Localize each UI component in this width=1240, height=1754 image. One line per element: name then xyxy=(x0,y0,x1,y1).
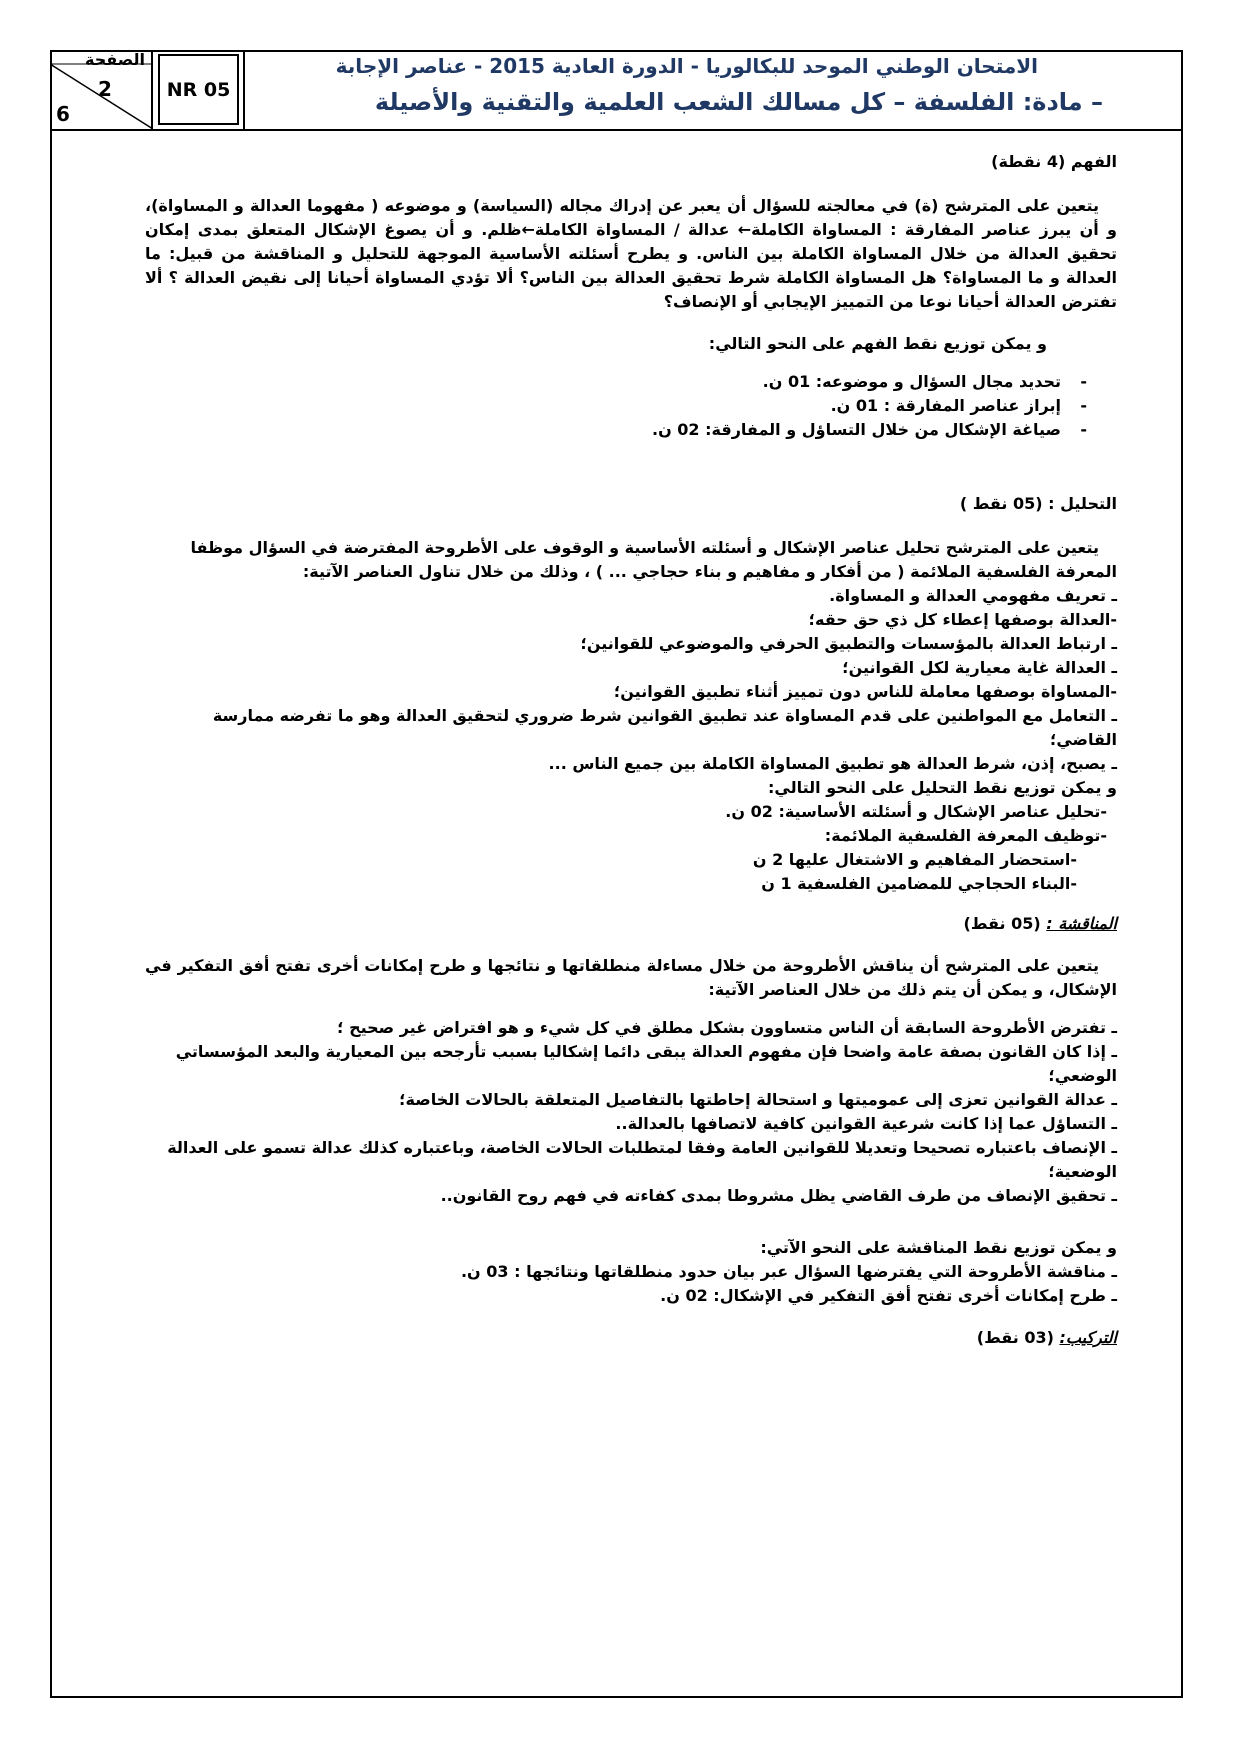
discussion-heading-points: (05 نقط) xyxy=(963,914,1041,933)
page-total: 6 xyxy=(56,102,70,126)
list-item: ـ يصبح، إذن، شرط العدالة هو تطبيق المساواة الكاملة بين جميع الناس ... xyxy=(548,754,1117,773)
discussion-paragraph: يتعين على المترشح أن يناقش الأطروحة من خلال مساءلة منطلقاتها و نتائجها و طرح إمكانات أخرى تفتح أفق التفكير في الإشكال، و يمكن أن يتم ذلك من خلال العناصر الآتية: xyxy=(145,956,1117,999)
section-heading-comprehension: الفهم (4 نقطة) xyxy=(991,152,1117,171)
exam-code: NR 05 xyxy=(158,54,239,125)
list-item: -المساواة بوصفها معاملة للناس دون تمييز أثناء تطبيق القوانين؛ xyxy=(613,682,1117,701)
synthesis-heading-label: التركيب: xyxy=(1059,1328,1117,1347)
page-number-box xyxy=(50,50,153,129)
section-heading-synthesis xyxy=(145,1326,1117,1350)
analysis-dist-subitem: -البناء الحجاجي للمضامين الفلسفية 1 ن xyxy=(761,874,1077,893)
section-heading-discussion xyxy=(145,912,1117,936)
list-item: ـ تفترض الأطروحة السابقة أن الناس متساوون بشكل مطلق في كل شيء و هو افتراض غير صحيح ؛ xyxy=(337,1018,1117,1037)
list-item: ـ العدالة غاية معيارية لكل القوانين؛ xyxy=(842,658,1117,677)
comprehension-paragraph: يتعين على المترشح (ة) في معالجته للسؤال أن يعبر عن إدراك مجاله (السياسة) و موضوعه ( مفهوما العدالة و المساواة)، و أن يبرز عناصر المفارقة : المساواة الكاملة← عدالة / المساواة الكاملة←ظلم. و أن يصوغ الإشكال المتعلق بمدى إمكان تحقيق العدالة من خلال المساواة الكاملة بين الناس. و يطرح أسئلته الأساسية الموجهة للتحليل و المناقشة من قبيل: ما العدالة و ما المساواة؟ هل المساواة الكاملة شرط تحقيق العدالة بين الناس؟ ألا تؤدي المساواة أحيانا إلى نقيض العدالة ؟ ألا تفترض العدالة أحيانا نوعا من التمييز الإيجابي أو الإنصاف؟ xyxy=(145,196,1117,311)
list-item: -العدالة بوصفها إعطاء كل ذي حق حقه؛ xyxy=(808,610,1117,629)
comprehension-distribution-intro: و يمكن توزيع نقط الفهم على النحو التالي: xyxy=(708,334,1047,353)
discussion-dist-item: ـ مناقشة الأطروحة التي يفترضها السؤال عبر بيان حدود منطلقاتها ونتائجها : 03 ن. xyxy=(460,1262,1117,1281)
title-box xyxy=(243,50,1183,129)
discussion-dist-item: ـ طرح إمكانات أخرى تفتح أفق التفكير في الإشكال: 02 ن. xyxy=(660,1286,1117,1305)
synthesis-heading-points: (03 نقط) xyxy=(976,1328,1054,1347)
list-item: ـ التعامل مع المواطنين على قدم المساواة عند تطبيق القوانين شرط ضروري لتحقيق العدالة وهو ما تفرضه ممارسة القاضي؛ xyxy=(212,706,1117,749)
section-heading-analysis: التحليل : (05 نقط ) xyxy=(959,494,1117,513)
discussion-heading-label: المناقشة : xyxy=(1046,914,1117,933)
exam-header xyxy=(50,50,1183,131)
document-body xyxy=(145,150,1117,1350)
list-item: ـ ارتباط العدالة بالمؤسسات والتطبيق الحرفي والموضوعي للقوانين؛ xyxy=(580,634,1117,653)
list-item: ـ تعريف مفهومي العدالة و المساواة. xyxy=(829,586,1117,605)
analysis-elements-list xyxy=(145,584,1117,776)
analysis-paragraph: يتعين على المترشح تحليل عناصر الإشكال و أسئلته الأساسية و الوقوف على الأطروحة المفترضة في السؤال موظفا المعرفة الفلسفية الملائمة ( من أفكار و مفاهيم و بناء حجاجي ... ) ، وذلك من خلال تناول العناصر الآتية: xyxy=(190,538,1117,581)
list-item: - إبراز عناصر المفارقة : 01 ن. xyxy=(145,394,1087,418)
discussion-distribution-intro: و يمكن توزيع نقط المناقشة على النحو الآتي: xyxy=(760,1238,1117,1257)
exam-title: الامتحان الوطني الموحد للبكالوريا - الدورة العادية 2015 - عناصر الإجابة xyxy=(335,54,1038,78)
subject-title: – مادة: الفلسفة – كل مسالك الشعب العلمية والتقنية والأصيلة xyxy=(374,88,1103,116)
list-item: - تحديد مجال السؤال و موضوعه: 01 ن. xyxy=(145,370,1087,394)
analysis-dist-item: -توظيف المعرفة الفلسفية الملائمة: xyxy=(824,826,1107,845)
comprehension-points-list xyxy=(145,370,1117,442)
list-item: ـ تحقيق الإنصاف من طرف القاضي يظل مشروطا بمدى كفاءته في فهم روح القانون.. xyxy=(440,1186,1117,1205)
list-item: - صياغة الإشكال من خلال التساؤل و المفارقة: 02 ن. xyxy=(145,418,1087,442)
list-item: ـ التساؤل عما إذا كانت شرعية القوانين كافية لاتصافها بالعدالة.. xyxy=(615,1114,1117,1133)
page-label: الصفحة xyxy=(84,50,145,69)
list-item: ـ عدالة القوانين تعزى إلى عموميتها و استحالة إحاطتها بالتفاصيل المتعلقة بالحالات الخاصة؛ xyxy=(399,1090,1117,1109)
list-item: ـ الإنصاف باعتباره تصحيحا وتعديلا للقوانين العامة وفقا لمتطلبات الحالات الخاصة، وباعتباره كذلك عدالة تسمو على العدالة الوضعية؛ xyxy=(167,1138,1117,1181)
page-number: 2 xyxy=(98,77,112,101)
analysis-dist-subitem: -استحضار المفاهيم و الاشتغال عليها 2 ن xyxy=(752,850,1077,869)
analysis-distribution-intro: و يمكن توزيع نقط التحليل على النحو التالي: xyxy=(768,778,1117,797)
analysis-dist-item: -تحليل عناصر الإشكال و أسئلته الأساسية: 02 ن. xyxy=(725,802,1107,821)
list-item: ـ إذا كان القانون بصفة عامة واضحا فإن مفهوم العدالة يبقى دائما إشكاليا بسبب تأرجحه بين المعيارية والبعد المؤسساتي الوضعي؛ xyxy=(175,1042,1117,1085)
discussion-elements-list xyxy=(145,1016,1117,1208)
